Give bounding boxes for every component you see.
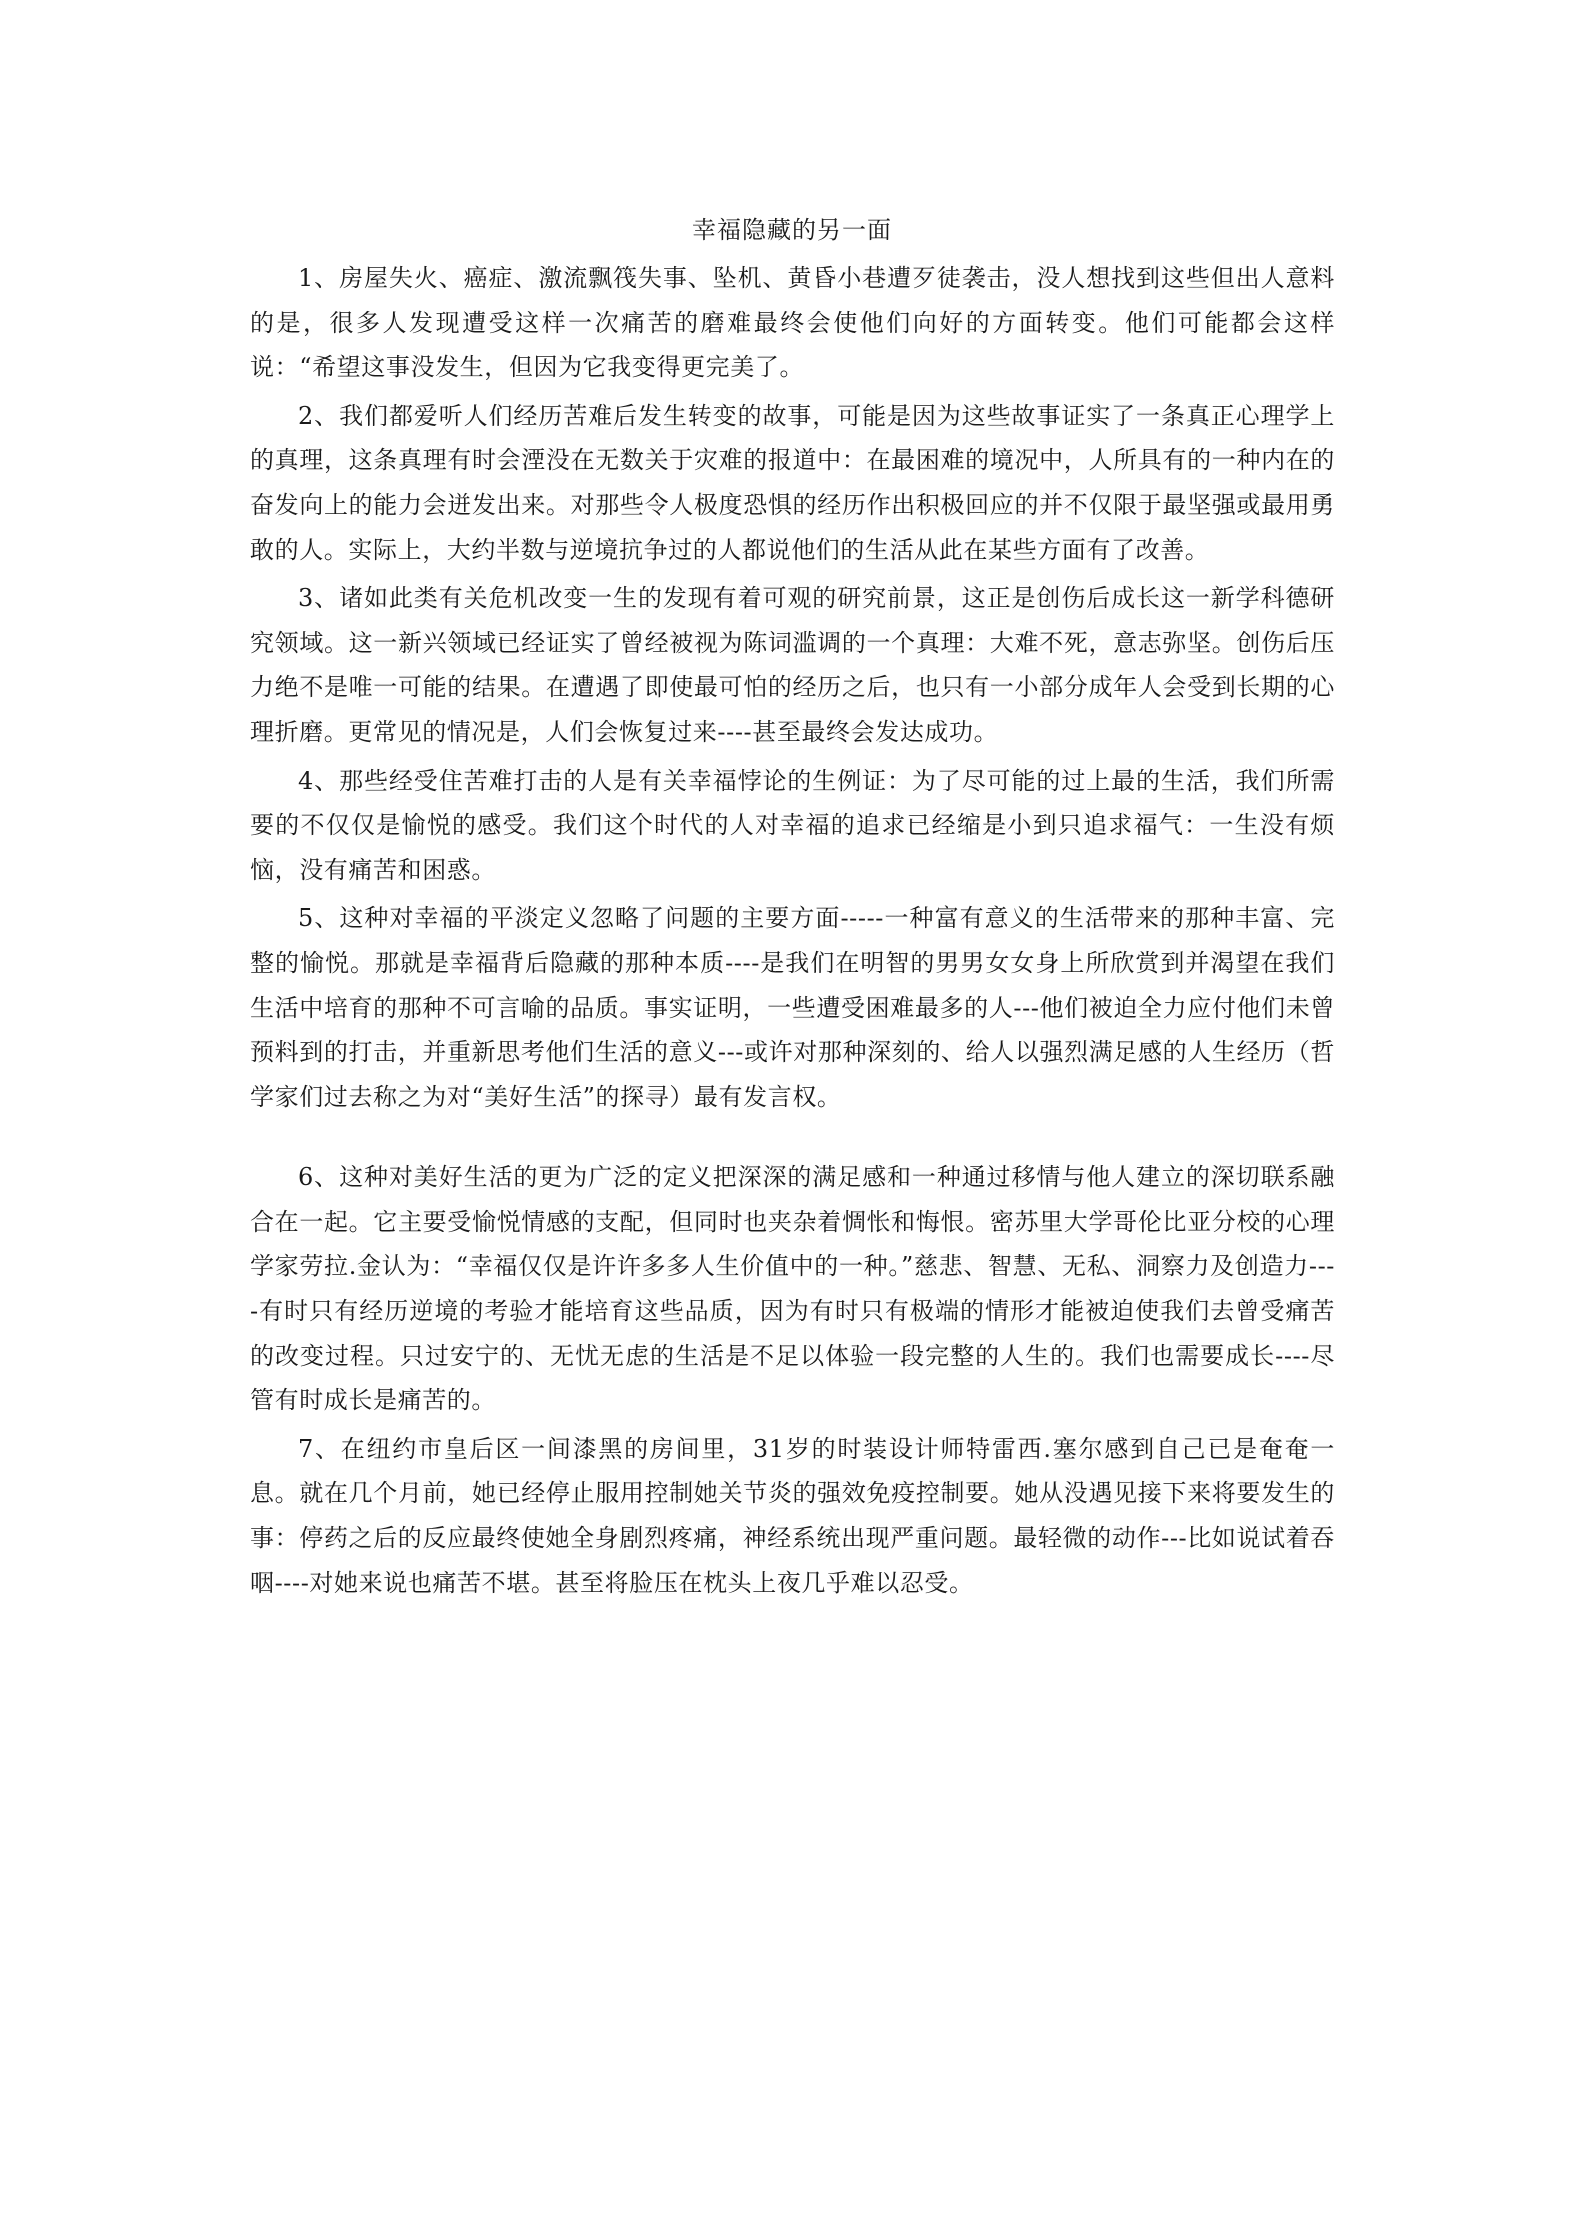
paragraph-6: 6、这种对美好生活的更为广泛的定义把深深的满足感和一种通过移情与他人建立的深切联系融合在一起。它主要受愉悦情感的支配，但同时也夹杂着惆怅和悔恨。密苏里大学哥伦比亚分校的心理学家劳拉.金认为：“幸福仅仅是许许多多人生价值中的一种。”慈悲、智慧、无私、洞察力及创造力----有时只有经历逆境的考验才能培育这些品质，因为有时只有极端的情形才能被迫使我们去曾受痛苦的改变过程。只过安宁的、无忧无虑的生活是不足以体验一段完整的人生的。我们也需要成长----尽管有时成长是痛苦的。 xyxy=(250,1163,1335,1415)
document-body xyxy=(250,256,1335,1609)
paragraph-7: 7、在纽约市皇后区一间漆黑的房间里，31岁的时装设计师特雷西.塞尔感到自己已是奄奄一息。就在几个月前，她已经停止服用控制她关节炎的强效免疫控制要。她从没遇见接下来将要发生的事：停药之后的反应最终使她全身剧烈疼痛，神经系统出现严重问题。最轻微的动作---比如说试着吞咽----对她来说也痛苦不堪。甚至将脸压在枕头上夜几乎难以忍受。 xyxy=(250,1434,1335,1597)
paragraph-2: 2、我们都爱听人们经历苦难后发生转变的故事，可能是因为这些故事证实了一条真正心理学上的真理，这条真理有时会湮没在无数关于灾难的报道中：在最困难的境况中，人所具有的一种内在的奋发向上的能力会迸发出来。对那些令人极度恐惧的经历作出积极回应的并不仅限于最坚强或最用勇敢的人。实际上，大约半数与逆境抗争过的人都说他们的生活从此在某些方面有了改善。 xyxy=(250,401,1335,564)
paragraph-1: 1、房屋失火、癌症、激流飘筏失事、坠机、黄昏小巷遭歹徒袭击，没人想找到这些但出人意料的是，很多人发现遭受这样一次痛苦的磨难最终会使他们向好的方面转变。他们可能都会这样说：“希望这事没发生，但因为它我变得更完美了。 xyxy=(250,264,1335,382)
paragraph-5: 5、这种对幸福的平淡定义忽略了问题的主要方面-----一种富有意义的生活带来的那种丰富、完整的愉悦。那就是幸福背后隐藏的那种本质----是我们在明智的男男女女身上所欣赏到并渴望在我们生活中培育的那种不可言喻的品质。事实证明，一些遭受困难最多的人---他们被迫全力应付他们未曾预料到的打击，并重新思考他们生活的意义---或许对那种深刻的、给人以强烈满足感的人生经历（哲学家们过去称之为对“美好生活”的探寻）最有发言权。 xyxy=(250,904,1335,1111)
document-title: 幸福隐藏的另一面 xyxy=(692,216,892,244)
paragraph-4: 4、那些经受住苦难打击的人是有关幸福悖论的生例证：为了尽可能的过上最的生活，我们所需要的不仅仅是愉悦的感受。我们这个时代的人对幸福的追求已经缩是小到只追求福气：一生没有烦恼，没有痛苦和困惑。 xyxy=(250,766,1335,884)
paragraph-3: 3、诸如此类有关危机改变一生的发现有着可观的研究前景，这正是创伤后成长这一新学科德研究领域。这一新兴领域已经证实了曾经被视为陈词滥调的一个真理：大难不死，意志弥坚。创伤后压力绝不是唯一可能的结果。在遭遇了即使最可怕的经历之后，也只有一小部分成年人会受到长期的心理折磨。更常见的情况是，人们会恢复过来----甚至最终会发达成功。 xyxy=(250,584,1335,746)
